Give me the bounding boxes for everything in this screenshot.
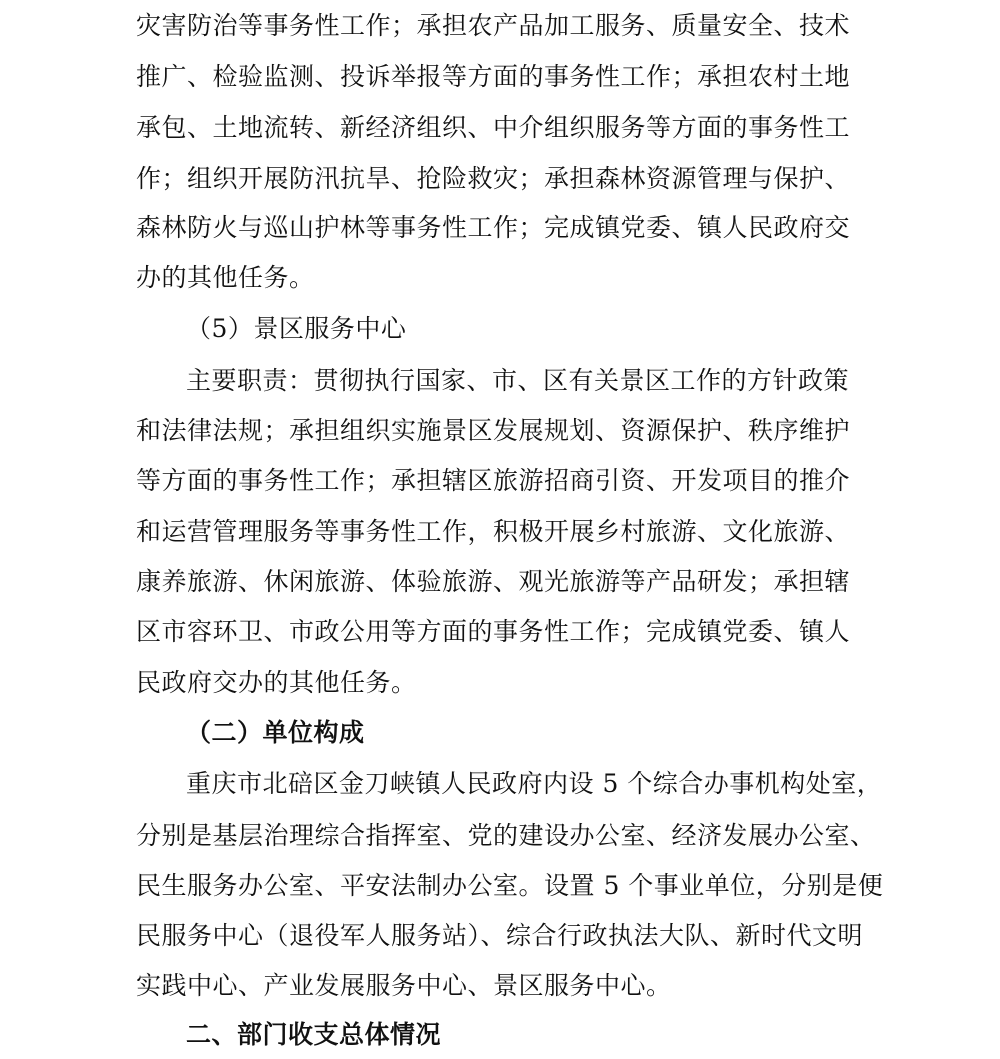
text-line: 承包、土地流转、新经济组织、中介组织服务等方面的事务性工 — [136, 113, 851, 142]
text-line: 办的其他任务。 — [136, 263, 315, 292]
text-line: 灾害防治等事务性工作；承担农产品加工服务、质量安全、技术 — [136, 11, 851, 40]
section-heading: （5）景区服务中心 — [186, 314, 407, 343]
text-line: 重庆市北碚区金刀峡镇人民政府内设 5 个综合办事机构处室， — [186, 769, 883, 798]
text-line: 等方面的事务性工作；承担辖区旅游招商引资、开发项目的推介 — [136, 466, 851, 495]
chapter-heading: 二、部门收支总体情况 — [186, 1020, 442, 1049]
text-line: 民生服务办公室、平安法制办公室。设置 5 个事业单位，分别是便 — [136, 871, 884, 900]
text-line: 分别是基层治理综合指挥室、党的建设办公室、经济发展办公室、 — [136, 821, 876, 850]
text-line: 主要职责：贯彻执行国家、市、区有关景区工作的方针政策 — [186, 366, 850, 395]
text-line: 民服务中心（退役军人服务站）、综合行政执法大队、新时代文明 — [136, 921, 864, 950]
text-line: 和运营管理服务等事务性工作，积极开展乡村旅游、文化旅游、 — [136, 517, 851, 546]
text-line: 实践中心、产业发展服务中心、景区服务中心。 — [136, 971, 672, 1000]
text-line: 民政府交办的其他任务。 — [136, 668, 417, 697]
text-line: 作；组织开展防汛抗旱、抢险救灾；承担森林资源管理与保护、 — [136, 164, 851, 193]
text-line: 森林防火与巡山护林等事务性工作；完成镇党委、镇人民政府交 — [136, 213, 851, 242]
text-line: 区市容环卫、市政公用等方面的事务性工作；完成镇党委、镇人 — [136, 617, 851, 646]
text-line: 和法律法规；承担组织实施景区发展规划、资源保护、秩序维护 — [136, 416, 851, 445]
text-line: 推广、检验监测、投诉举报等方面的事务性工作；承担农村土地 — [136, 62, 851, 91]
text-line: 康养旅游、休闲旅游、体验旅游、观光旅游等产品研发；承担辖 — [136, 567, 851, 596]
section-heading: （二）单位构成 — [186, 718, 365, 747]
